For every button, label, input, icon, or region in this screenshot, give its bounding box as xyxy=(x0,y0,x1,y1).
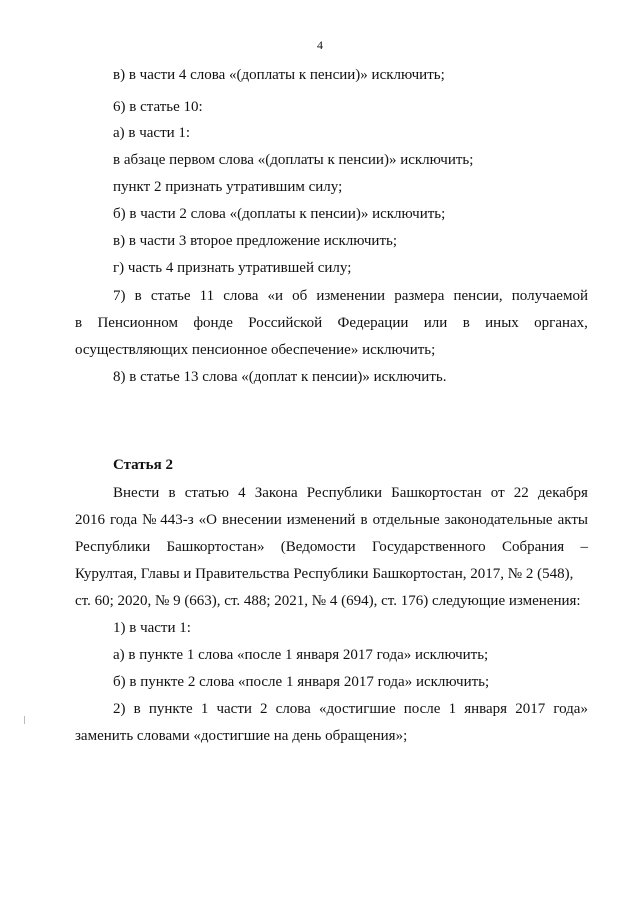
word: «достигшие xyxy=(318,701,396,717)
word: Закона xyxy=(254,485,298,501)
article2-p2-line1 xyxy=(113,700,588,718)
word: слова xyxy=(275,701,311,717)
word: в xyxy=(168,485,176,501)
item7-line3: осуществляющих пенсионное обеспечение» исключить; xyxy=(75,342,436,358)
word: 7) xyxy=(113,288,126,304)
item-paragraph-one: в абзаце первом слова «(доплаты к пенсии)» исключить; xyxy=(113,152,474,168)
word: иных xyxy=(485,315,519,331)
word: 2) xyxy=(113,701,126,717)
word: 1 xyxy=(200,701,209,717)
word: органах, xyxy=(534,315,588,331)
word: Республики xyxy=(306,485,383,501)
word: (Ведомости xyxy=(280,539,356,555)
article2-heading: Статья 2 xyxy=(113,457,173,473)
article2-intro-line2 xyxy=(75,511,588,529)
item-6-article10: 6) в статье 10: xyxy=(113,99,203,115)
word: статье xyxy=(150,288,191,304)
item-v-part4: в) в части 4 слова «(доплаты к пенсии)» исключить; xyxy=(113,67,445,83)
word: Башкортостан» xyxy=(166,539,265,555)
word: 11 xyxy=(199,288,215,304)
word: «и xyxy=(267,288,284,304)
item7-line1 xyxy=(113,287,588,305)
word: в xyxy=(134,288,142,304)
word: года» xyxy=(553,701,588,717)
word: пенсии, xyxy=(453,288,503,304)
word: внесении xyxy=(222,512,282,528)
word: пункте xyxy=(148,701,193,717)
word: фонде xyxy=(193,315,233,331)
article2-p1: 1) в части 1: xyxy=(113,620,191,636)
word: законодательные xyxy=(444,512,553,528)
word: получаемой xyxy=(511,288,588,304)
article2-intro-line5: ст. 60; 2020, № 9 (663), ст. 488; 2021, № 4 (694), ст. 176) следующие изменения: xyxy=(75,593,581,609)
word: 22 xyxy=(513,485,529,501)
word: года xyxy=(110,512,138,528)
article2-intro-line4: Курултая, Главы и Правительства Республики Башкортостан, 2017, № 2 (548), xyxy=(75,566,574,582)
item-8-article13: 8) в статье 13 слова «(доплат к пенсии)» исключить. xyxy=(113,369,447,385)
word: изменении xyxy=(316,288,386,304)
word: Российской xyxy=(248,315,323,331)
word: 4 xyxy=(238,485,246,501)
word: Пенсионном xyxy=(97,315,178,331)
word: статью xyxy=(184,485,229,501)
word: после xyxy=(403,701,441,717)
article2-intro-line3 xyxy=(75,538,588,556)
word: изменений xyxy=(286,512,356,528)
word: об xyxy=(292,288,308,304)
word: акты xyxy=(557,512,588,528)
word: – xyxy=(580,539,588,555)
article2-p2-line2: заменить словами «достигшие на день обращения»; xyxy=(75,728,408,744)
word: декабря xyxy=(537,485,588,501)
word: 2017 xyxy=(515,701,546,717)
scan-margin-mark xyxy=(24,716,25,724)
item-point2: пункт 2 признать утратившим силу; xyxy=(113,179,343,195)
item-g-part4: г) часть 4 признать утратившей силу; xyxy=(113,260,352,276)
word: размера xyxy=(394,288,445,304)
word: Федерации xyxy=(337,315,409,331)
word: января xyxy=(464,701,508,717)
word: от xyxy=(490,485,505,501)
article2-p1a: а) в пункте 1 слова «после 1 января 2017 года» исключить; xyxy=(113,647,489,663)
word: Собрания xyxy=(501,539,565,555)
word: 1 xyxy=(448,701,457,717)
word: Башкортостан xyxy=(391,485,482,501)
word: или xyxy=(423,315,448,331)
word: 2016 xyxy=(75,512,105,528)
word: части xyxy=(216,701,252,717)
word: № 443-з xyxy=(142,512,194,528)
item7-line2 xyxy=(75,314,588,332)
word: Внести xyxy=(113,485,160,501)
item-a-part1: а) в части 1: xyxy=(113,125,191,141)
page-number: 4 xyxy=(317,38,323,52)
word: в xyxy=(360,512,368,528)
article2-intro-line1 xyxy=(113,484,588,502)
article2-p1b: б) в пункте 2 слова «после 1 января 2017 года» исключить; xyxy=(113,674,490,690)
word: отдельные xyxy=(372,512,440,528)
word: 2 xyxy=(260,701,268,717)
word: слова xyxy=(223,288,259,304)
item-v-part3: в) в части 3 второе предложение исключить; xyxy=(113,233,398,249)
item-b-part2: б) в части 2 слова «(доплаты к пенсии)» исключить; xyxy=(113,206,446,222)
word: в xyxy=(75,315,83,331)
word: «О xyxy=(198,512,218,528)
word: в xyxy=(462,315,470,331)
word: в xyxy=(133,701,141,717)
word: Государственного xyxy=(371,539,486,555)
word: Республики xyxy=(75,539,151,555)
